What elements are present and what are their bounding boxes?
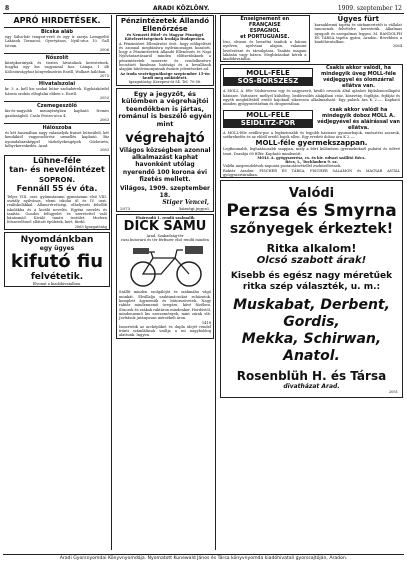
- ad-title: Hálószoba: [42, 125, 72, 132]
- printing-big: kifutó fiu: [10, 251, 104, 273]
- moll-ad: [220, 64, 403, 178]
- moll-orders: Vidéki megrendelések naponta postautánvétellel eszközöltetnek.: [223, 164, 342, 169]
- ad-text: kr. 3. a. kell kis szokai bútor szobabérek. Egyházkördel három szobás elfoglalni ebben s. Esztll.: [5, 87, 109, 96]
- ad-title: Bicska aláb: [41, 29, 73, 35]
- moll-product: SEIDLITZ-POR: [224, 119, 312, 127]
- moll-logo-1: [223, 68, 313, 86]
- moll-maker: MOLL A. gyógyszerész, cs. és kir. udvari szállító Bécs.: [257, 155, 366, 160]
- classifieds-title: APRÓ HIRDETÉSEK.: [13, 16, 101, 25]
- apprentice-ad: [313, 15, 404, 64]
- lang-l3: ESPAGNOL: [249, 28, 280, 34]
- ad-text: középkorúnyak és tisztes hivatalnok kerestetnek, hogyha egy kis vagyonnal hoz. Lámpa 1 db Kölcsönvágyhoz könyvekszórás Esztll, Wolkart hálóban.: [5, 61, 109, 74]
- lang-text: Írni, olvasni és beszélni tanítok a három nyelven, nyelvtani alapon, valamint levelezésre és társalgásra. Tanítás magam lakásán vagy házon. Megbízásokat kérek a kiadóhivatalba.: [223, 40, 307, 62]
- dick-foot: Ismertetik az arcképüket és dupla idejét rendel iránti számlálások szallja a mi nagyboldog alattunk. Ingyen.: [119, 324, 211, 338]
- bailiff-name: Stiger Vencel,: [162, 198, 209, 206]
- column-classifieds: [3, 15, 112, 550]
- ad-number: 2075: [99, 74, 109, 79]
- carpet-sub: szőnyegek érkeztek!: [229, 221, 394, 238]
- moll-side: Csakis akkor valódi, ha mindegyik üveg MOLL-féle védjeggyel és ólomzárral ellátva van.: [321, 65, 396, 90]
- bank-text: A Pénzintézet Ellenőrzést óvót, hogy eddigeléséi és azonnal megbízásra nyilvánosságra hozatott, hogy a Pénzintézetek Állandó Ellenőrzés és Napi Nyilvántartásairól minden előfizetőnknek a pénzintézetek ismerete és rendelkezésre bocsátott bizalmas hatósági és a bevallások alapján hitelviszonyainak őszinte jelentéseket ad.: [119, 41, 211, 72]
- lang-l4: et PORTUGUAISE.: [240, 34, 290, 40]
- moll-product: SÓS-BORSZESZ: [224, 77, 312, 85]
- school-city: SOPRON.: [39, 175, 75, 184]
- bailiff-text: Világos községben azonnal alkalmazást kaphat havonként utólag nyerendő 100 korona évi fizetés mellett.: [119, 146, 211, 184]
- moll-side: csak akkor valódi ha mindegyik doboz MOLL A. védjegyével és aláírással van ellátva.: [317, 106, 400, 131]
- carpet-types-1: Muskabat, Derbent, Gordis,: [233, 297, 390, 331]
- ad-number: 2073: [120, 205, 131, 211]
- printing-end: felvétetik.: [30, 272, 84, 283]
- column-middle: [115, 15, 216, 550]
- lang-l1: Enseignement en: [240, 16, 290, 22]
- bailiff-date: Világos, 1909. szeptember 18.: [119, 184, 211, 199]
- ad-number: 2051: [388, 390, 398, 395]
- dick-text: Szállít minden szolgálóját és szakmába vágó munkát. Elvállalja szaktanácsokat ruházatok, komplett ágyneműk és bútorszövetek. Nagy raktár mindennemű üvegáru, kávé főzőben. Stuczok és zsákok raktáron mindenkor. Hordóstól, mindennemű kis szerzemények, mint zárak stb. Javítások jutányosan mérsékelt áron.: [119, 290, 212, 321]
- moll-logo-2: [223, 110, 313, 128]
- dick-line: rizsi butorárú és tér férfiszer első rendű minden: [121, 238, 209, 243]
- carpet-rare: Ritka alkalom!: [266, 242, 357, 256]
- moll-stock: Raktár Aradon: FISCHER ÉS TÁRSA, FISCHER SALAMON és MAGYAR ANTAL gyógyszertáraiban.: [223, 168, 400, 178]
- bank-title: Pénzintézetek Állandó Ellenőrzése: [120, 17, 210, 33]
- bailiff-role: községi jegyző.: [179, 205, 210, 211]
- carpet-shop: Rosenblüh H. és Társa: [236, 369, 387, 384]
- ad-title: Czemegeszölő: [36, 103, 77, 110]
- printing-sub: egy ügyes: [39, 245, 75, 253]
- page-number: 8: [5, 5, 10, 12]
- bailiff-lead: Egy a jegyzőt, és külömben a végrehajtói teendőkben is jártas, románul is beszélő egyén mint: [118, 89, 212, 128]
- bank-ad: [116, 15, 214, 86]
- school-text: Teljes VIII. oszt. gyűmnáziumi gymnázium első VIII. osztály nyilvános, elemi iskolai ül és IV. oszt. reáliskolákkal. Állami-érettségi, elhelyezés felsőbb iskolákba és a kiváló nevelés. Egyéni nevelés és tanítás. Gondos felügyelet és szeretettel való bánásmód. Kiváló tanári testület. Modern felszereléssel ellátott épületek, kert, fürdő.: [7, 194, 107, 225]
- bank-sub: és Nemzeti Hitel- és Magyar Pénzügyi Kötelezettségeinek Irodája Budapesten.: [124, 33, 206, 42]
- issue-date: 1909. szeptember 12: [337, 5, 402, 12]
- moll-brand: MOLL-FÉLE: [246, 69, 290, 78]
- carpet-ad: [220, 180, 403, 397]
- carpet-valodi: Valódi: [288, 186, 335, 202]
- bailiff-big: végrehajtó: [125, 130, 205, 146]
- school-sub: tan- és nevelőintézet: [9, 164, 105, 174]
- bicycle-illustration: [123, 244, 207, 288]
- ad-title: Nőszolít: [45, 55, 69, 62]
- ad-number: 2064: [392, 44, 402, 49]
- language-ad: [220, 15, 310, 62]
- ad-number: 2063: [99, 117, 109, 122]
- dick-top: Elsőrendű 1. rendű szalmalik: [135, 215, 195, 220]
- carpet-types-2: Mekka, Schirwan, Anatol.: [241, 331, 382, 365]
- bicycle-icon: [123, 244, 209, 288]
- ad-number: 2083: [99, 148, 109, 153]
- moll-brand: MOLL-FÉLE: [246, 110, 290, 119]
- column-right: [219, 15, 404, 550]
- school-ad: [4, 155, 110, 230]
- printing-title: Nyomdánkban: [20, 235, 94, 246]
- ad-text: kis-és-nagyobb mennyiségben kapható Nemes gazdaságból. Csala Festes-utca 4.: [5, 109, 109, 118]
- moll-text: A MOLL-féle seidlitz-por a legbiztosabb és legjobb háziszer gyomorbajok, emésztési zavarok, székrekedés és az ebből eredő bajok ellen. Egy eredeti doboz ára K 2.—.: [223, 130, 400, 139]
- ad-number: 2053: [99, 95, 109, 100]
- apprentice-text: karnakbemű tapéta és sárkamertetőt is vállalat tanoncnak felvételre kerestetik. Alkalmas nyugodt és szorgalmas legyen. M. RANDOLPH ÉS TÁRSA tapéta gyára, Aradon. Bővebben a kiadóhivatalban.: [314, 23, 402, 45]
- ad-number: 1418: [201, 320, 211, 325]
- dick-samu-ad: [116, 214, 214, 339]
- dick-name: DICK SAMU: [123, 218, 207, 234]
- ad-title: Hivatalszolai: [38, 81, 76, 88]
- bank-note: Az iroda vezérügynöksége szeptember 15-én kezdi meg működését.: [120, 71, 210, 80]
- bank-address: Igazgatóság: Kerepesi-út 54. Tel. 70-56.: [128, 80, 202, 85]
- carpet-choice: Kisebb és egész nagy méretűek ritka szép választék, u. m.:: [230, 271, 393, 293]
- newspaper-page: [3, 3, 404, 562]
- lang-l2: FRANÇAISE: [248, 22, 281, 28]
- apprentice-title: Ügyes fürt: [337, 15, 379, 23]
- ad-number: 2063: [74, 224, 84, 229]
- printing-ad: [4, 232, 110, 287]
- carpet-prices: Olcsó szabott árak!: [256, 255, 367, 267]
- ad-text: egy Sába-bár tengeri-verő és egy ír szerja Lemgyeltő Lakások Tornacsó, Gyertyános, Nyúl-utca 10. Gall Istvan.: [5, 35, 109, 48]
- carpet-title: Perzsa és Smyrna: [226, 201, 397, 222]
- ad-text: és két használtan nagy valamelyik fraiset bútorából, két kendáktól vagyonelőrész urmellés kapható. Biz nyomdabaraképpel tűzhelyekesgépek Görbeirén, kóbyvkereskedés. Arad.: [5, 131, 109, 149]
- carpet-city: divatházat Arad.: [283, 383, 340, 391]
- page-footer: Aradi Gyorsnyomdai Könyvnyomdája. Nyomatott Kunewald János és Társa könyvnyomda kiadóhivatali gyorssajtóján, Aradon.: [3, 554, 404, 561]
- printing-foot: Elvonat a kiadóhivatalban.: [32, 282, 82, 287]
- dick-sub: Arad, Szabadság-tér: [146, 233, 184, 238]
- moll-soap: MOLL-féle gyermekszappan.: [255, 139, 368, 148]
- newspaper-title: ARADI KÖZLÖNY.: [153, 5, 210, 12]
- bailiff-ad: [116, 88, 214, 212]
- school-signature: Igazgatóság: [84, 224, 107, 229]
- page-header: [3, 3, 404, 14]
- moll-address: Bécs, I., Tuchlauben 9. sz.: [285, 160, 338, 165]
- moll-soap-text: Legfinomabb, leghatásosabb szappan, mely a bőrt különösen gyermekeknél puhává és üdévé teszi. Darabja 60 fillér. Kapható mindenütt.: [223, 147, 400, 156]
- ad-number: 2006: [99, 47, 109, 52]
- school-since: Fennáll 55 év óta.: [16, 183, 98, 193]
- school-name: Lühne-féle: [32, 155, 81, 165]
- moll-text: A MOLL A. féle Sósborszesz egy és nagyszerű, kiváló orvosok által ajánlott fájdalomcsillapító háziszer. Vattaszer, mellyel külsőleg, bedörzsölés alakjában csúz, köszvény, fogfájás, fejfájás és egyéb meghűlésből eredő bajoknál sikeresen alkalmazható. Egy palack ára K 2.—. Kapható minden gyógyszertárban és drogueriában.: [223, 89, 400, 107]
